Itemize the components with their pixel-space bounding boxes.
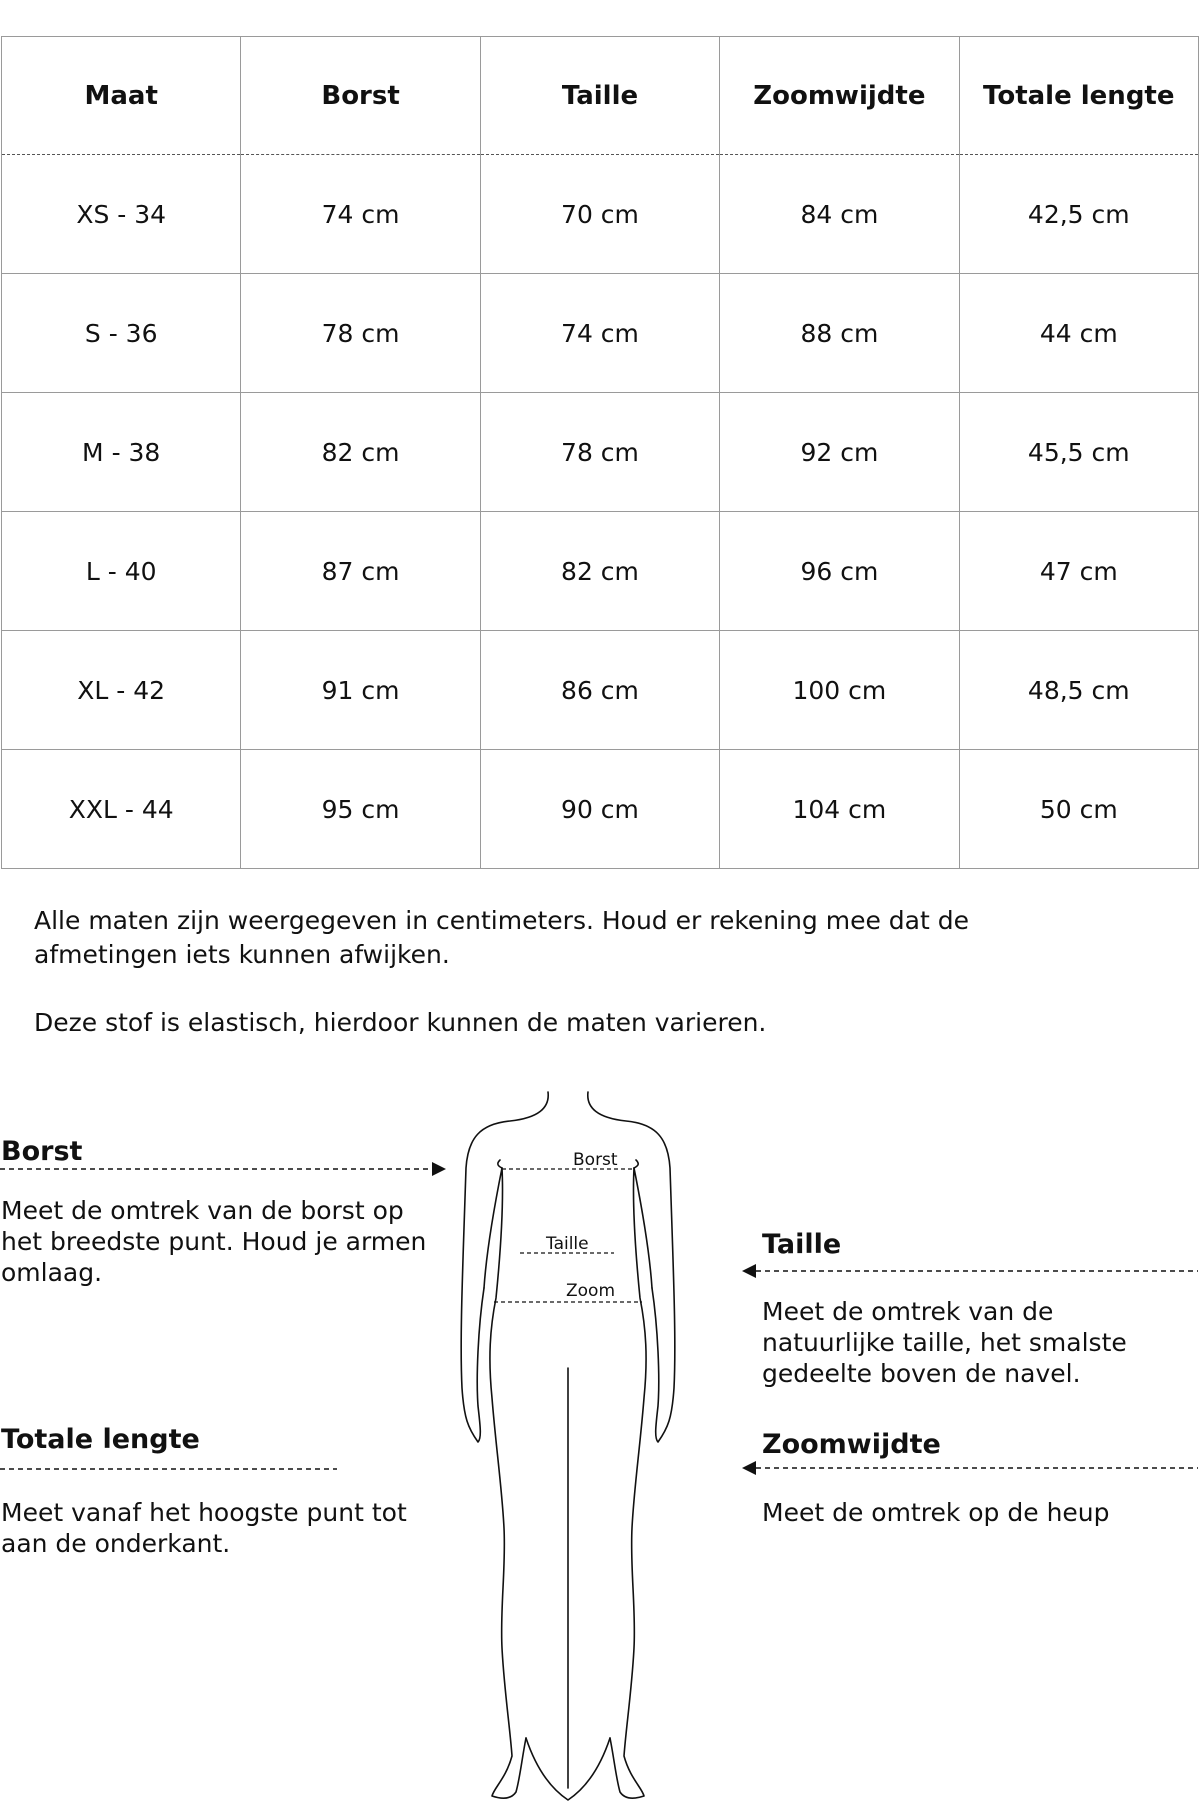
cell-taille: 74 cm bbox=[480, 274, 719, 393]
header-maat: Maat bbox=[2, 37, 241, 155]
borst-title: Borst bbox=[1, 1136, 83, 1167]
cell-borst: 78 cm bbox=[241, 274, 480, 393]
cell-maat: M - 38 bbox=[2, 393, 241, 512]
table-row bbox=[2, 393, 1199, 512]
table-row bbox=[2, 631, 1199, 750]
header-taille: Taille bbox=[480, 37, 719, 155]
cell-taille: 78 cm bbox=[480, 393, 719, 512]
measurement-notes bbox=[34, 904, 1094, 1040]
table-row bbox=[2, 750, 1199, 869]
header-totale-lengte: Totale lengte bbox=[959, 37, 1198, 155]
taille-arrow-icon bbox=[742, 1264, 756, 1278]
cell-maat: L - 40 bbox=[2, 512, 241, 631]
cell-maat: XL - 42 bbox=[2, 631, 241, 750]
taille-description: Meet de omtrek van de natuurlijke taille, het smalste gedeelte boven de navel. bbox=[762, 1297, 1127, 1388]
note-elastic: Deze stof is elastisch, hierdoor kunnen de maten varieren. bbox=[34, 1008, 767, 1037]
cell-totale-lengte: 45,5 cm bbox=[959, 393, 1198, 512]
zoomwijdte-title: Zoomwijdte bbox=[762, 1429, 941, 1460]
figure-zoom-label: Zoom bbox=[566, 1281, 616, 1301]
table-row bbox=[2, 155, 1199, 274]
table-header-row bbox=[2, 37, 1199, 155]
cell-zoomwijdte: 100 cm bbox=[720, 631, 959, 750]
cell-taille: 82 cm bbox=[480, 512, 719, 631]
zoomwijdte-arrow-icon bbox=[742, 1461, 756, 1475]
header-zoomwijdte: Zoomwijdte bbox=[720, 37, 959, 155]
cell-maat: S - 36 bbox=[2, 274, 241, 393]
cell-totale-lengte: 42,5 cm bbox=[959, 155, 1198, 274]
cell-zoomwijdte: 88 cm bbox=[720, 274, 959, 393]
cell-maat: XXL - 44 bbox=[2, 750, 241, 869]
taille-title: Taille bbox=[762, 1229, 842, 1260]
cell-totale-lengte: 50 cm bbox=[959, 750, 1198, 869]
note-centimeters: Alle maten zijn weergegeven in centimeters. Houd er rekening mee dat de afmetingen iets kunnen afwijken. bbox=[34, 906, 969, 969]
cell-totale-lengte: 48,5 cm bbox=[959, 631, 1198, 750]
cell-borst: 82 cm bbox=[241, 393, 480, 512]
cell-borst: 87 cm bbox=[241, 512, 480, 631]
header-borst: Borst bbox=[241, 37, 480, 155]
totale-lengte-title: Totale lengte bbox=[1, 1424, 200, 1455]
cell-taille: 90 cm bbox=[480, 750, 719, 869]
cell-borst: 74 cm bbox=[241, 155, 480, 274]
body-figure-icon bbox=[440, 1088, 700, 1807]
table-row bbox=[2, 274, 1199, 393]
totale-lengte-description: Meet vanaf het hoogste punt tot aan de onderkant. bbox=[1, 1498, 407, 1558]
zoomwijdte-description: Meet de omtrek op de heup bbox=[762, 1498, 1110, 1527]
cell-taille: 70 cm bbox=[480, 155, 719, 274]
cell-zoomwijdte: 84 cm bbox=[720, 155, 959, 274]
cell-zoomwijdte: 104 cm bbox=[720, 750, 959, 869]
cell-borst: 95 cm bbox=[241, 750, 480, 869]
cell-zoomwijdte: 92 cm bbox=[720, 393, 959, 512]
cell-maat: XS - 34 bbox=[2, 155, 241, 274]
cell-totale-lengte: 47 cm bbox=[959, 512, 1198, 631]
borst-description: Meet de omtrek van de borst op het breedste punt. Houd je armen omlaag. bbox=[1, 1196, 427, 1287]
figure-taille-label: Taille bbox=[546, 1234, 589, 1254]
size-table bbox=[1, 36, 1199, 869]
cell-taille: 86 cm bbox=[480, 631, 719, 750]
cell-borst: 91 cm bbox=[241, 631, 480, 750]
table-row bbox=[2, 512, 1199, 631]
cell-totale-lengte: 44 cm bbox=[959, 274, 1198, 393]
figure-borst-label: Borst bbox=[573, 1150, 618, 1170]
cell-zoomwijdte: 96 cm bbox=[720, 512, 959, 631]
